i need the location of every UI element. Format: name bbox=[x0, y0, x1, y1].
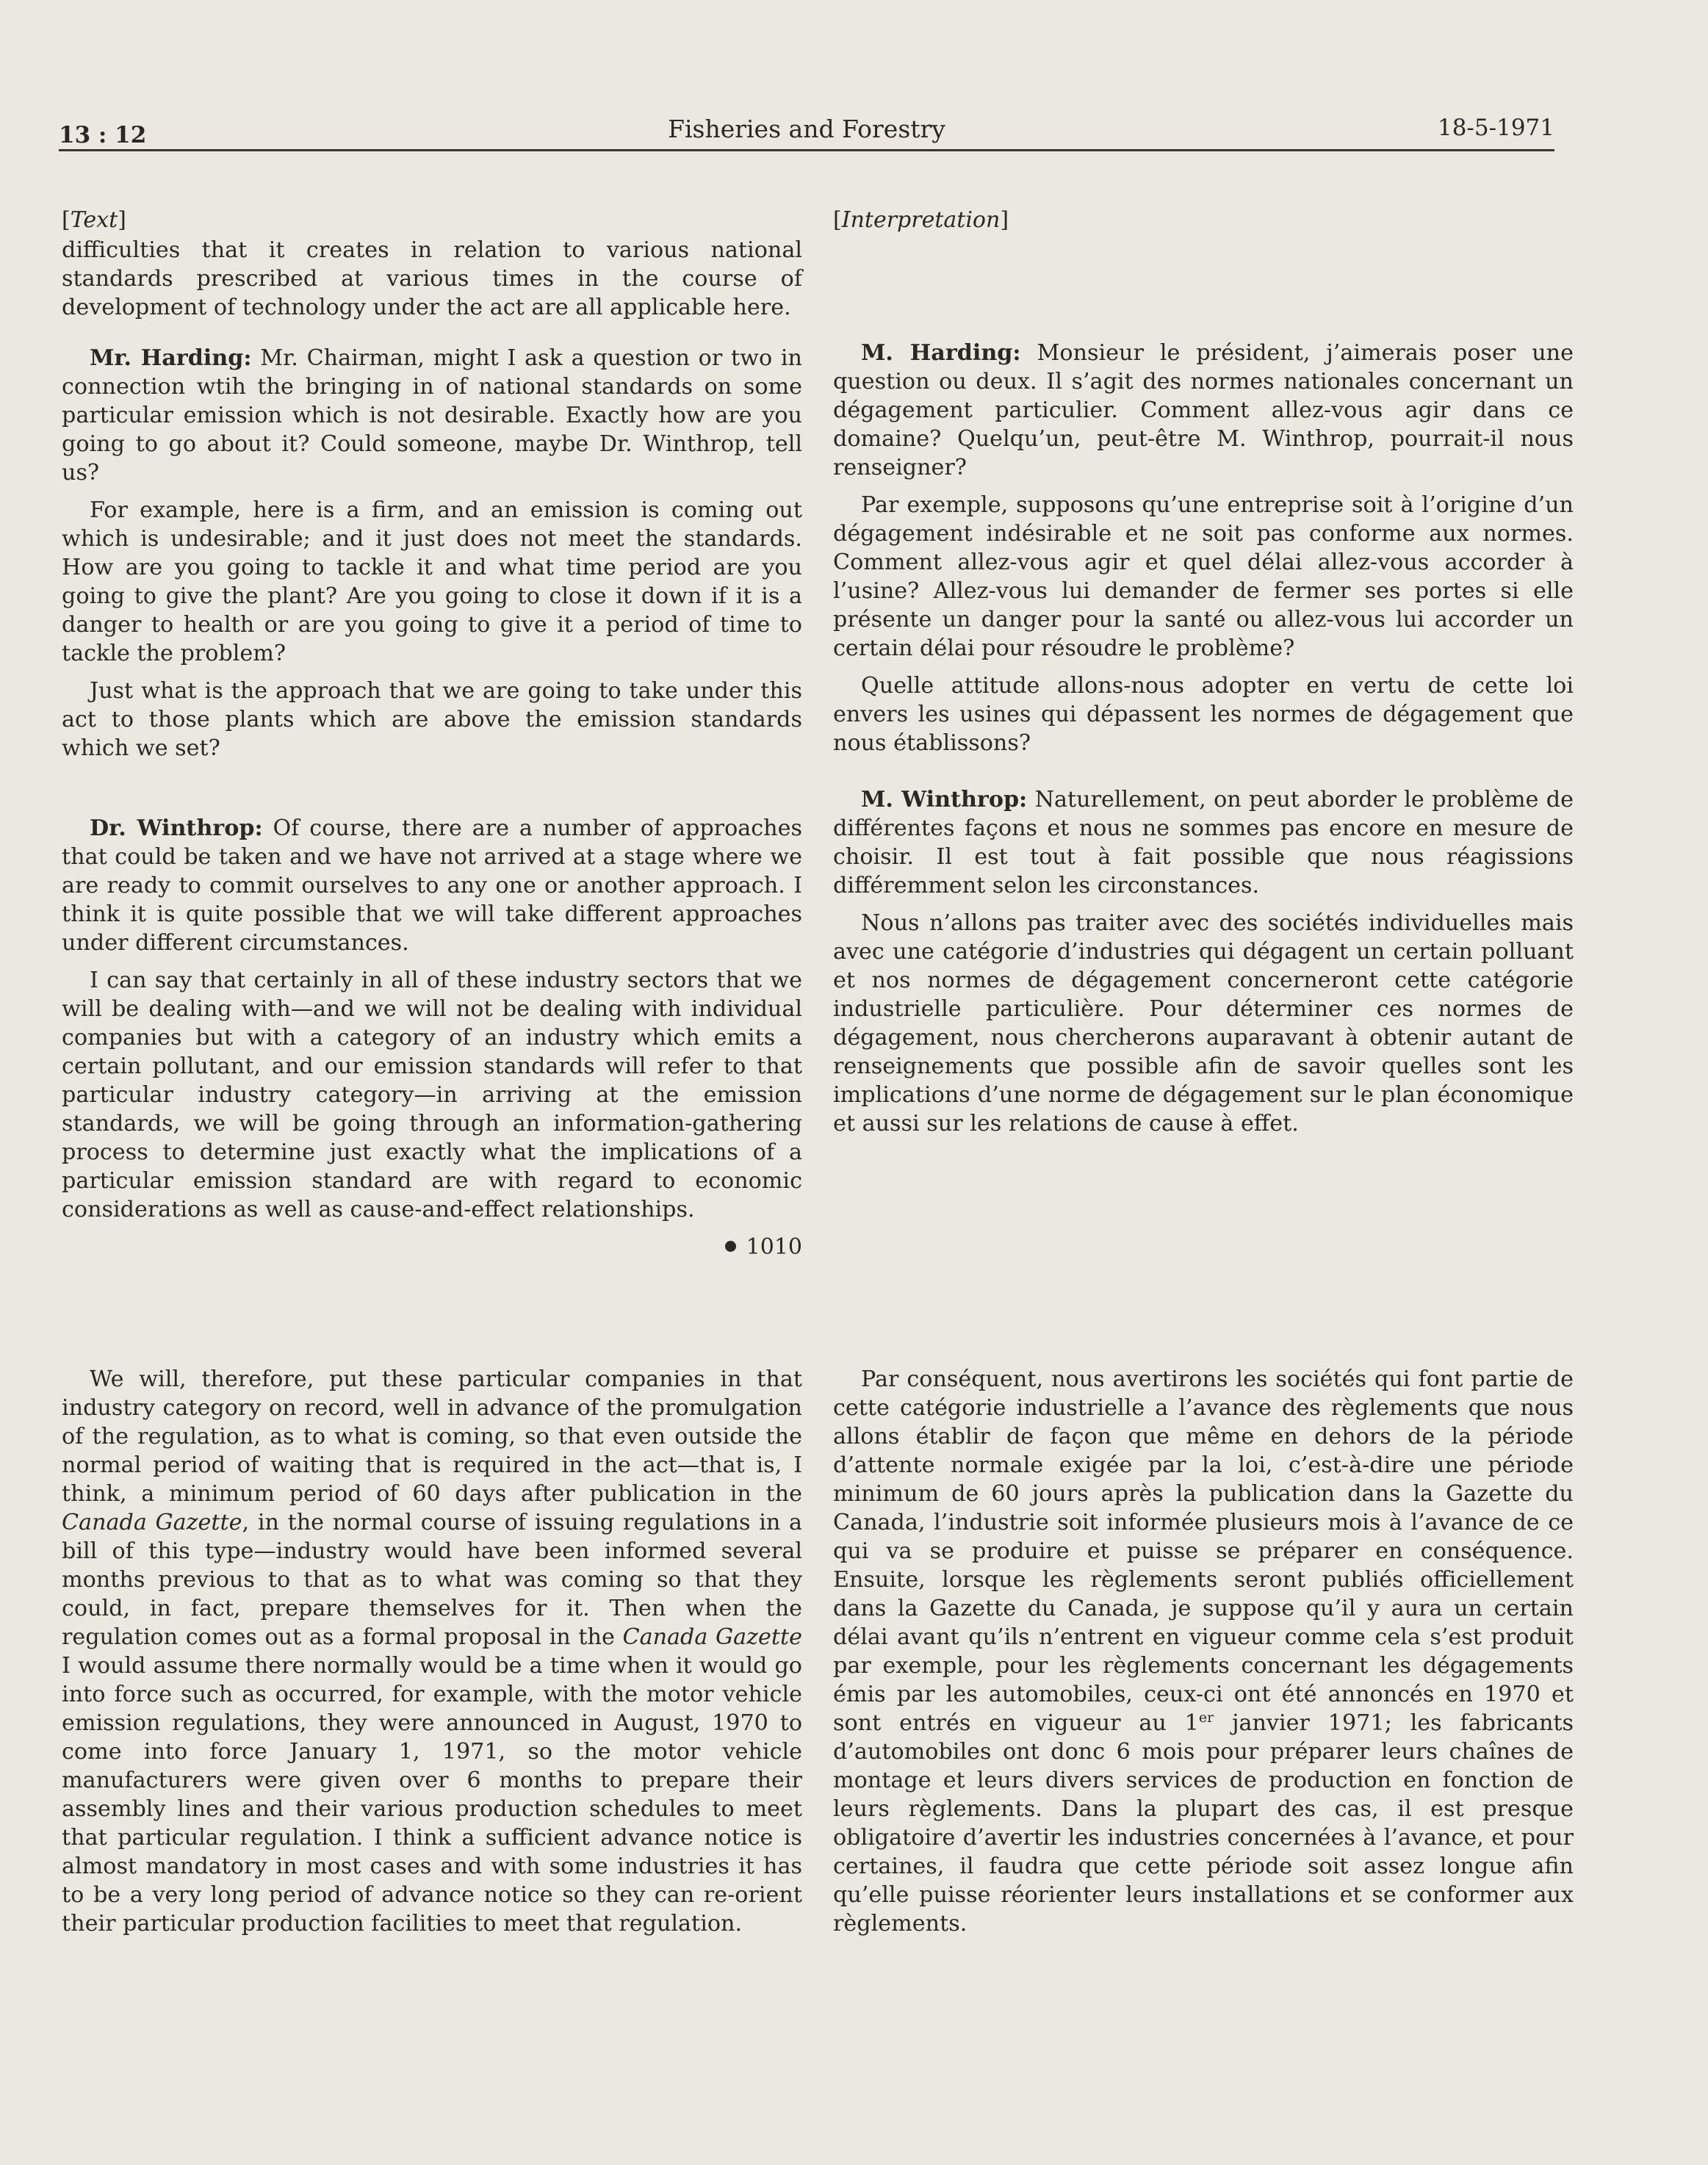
english-harding-paragraph-2: For example, here is a firm, and an emission is coming out which is undesirable; and it just does not meet the standards. How are you going to tackle it and what time period are you going to give the plant? Are you going to close it down if it is a danger to health or are you going to give it a period of time to tackle the problem? bbox=[62, 497, 802, 666]
french-section-tag: [Interpretation] bbox=[833, 207, 1009, 233]
page-header bbox=[59, 112, 1554, 148]
english-winthrop-paragraph-2: I can say that certainly in all of these industry sectors that we will be dealing with—and we will not be dealing with individual companies but with a category of an industry which emits a certain pollutant, and our emission standards will refer to that particular industry category—in arriving at the emission standards, we will be going through an information-gathering process to determine just exactly what the implications of a particular emission standard are with regard to economic considerations as well as cause-and-effect relationships. bbox=[62, 968, 802, 1222]
bullet-dot-icon bbox=[725, 1241, 736, 1252]
english-harding-paragraph-3: Just what is the approach that we are going to take under this act to those plants which are above the emission standards which we set? bbox=[62, 678, 802, 761]
english-final-paragraph: We will, therefore, put these particular companies in that industry category on record, well in advance of the promulgation of the regulation, as to what is coming, so that even outside the normal period of waiting that is required in the act—that is, I think, a minimum period of 60 days after publication in the Canada Gazette, in the normal course of issuing regulations in a bill of this type—industry would have been informed several months previous to that as to what was coming so that they could, in fact, prepare themselves for it. Then when the regulation comes out as a formal proposal in the Canada Gazette I would assume there normally would be a time when it would go into force such as occurred, for example, with the motor vehicle emission regulations, they were announced in August, 1970 to come into force January 1, 1971, so the motor vehicle manufacturers were given over 6 months to prepare their assembly lines and their various production schedules to meet that particular regulation. I think a sufficient advance notice is almost mandatory in most cases and with some industries it has to be a very long period of advance notice so they can re-orient their particular production facilities to meet that regulation. bbox=[62, 1366, 803, 1937]
french-column-bottom bbox=[833, 1365, 1574, 1947]
speaker-harding-fr: M. Harding: bbox=[861, 340, 1021, 366]
publication-title: Fisheries and Forestry bbox=[668, 115, 945, 143]
french-harding-paragraph-1: M. Harding: Monsieur le président, j’aimerais poser une question ou deux. Il s’agit des normes nationales concernant un dégagement particulier. Comment allez-vous agir dans ce domaine? Quelqu’un, peut-être M. Winthrop, pourrait-il nous renseigner? bbox=[833, 340, 1574, 480]
english-section-tag: [Text] bbox=[62, 207, 126, 233]
french-final-paragraph: Par conséquent, nous avertirons les sociétés qui font partie de cette catégorie industrielle a l’avance des règlements que nous allons établir de façon que même en dehors de la période d’attente normale exigée par la loi, c’est-à-dire une période minimum de 60 jours après la publication dans la Gazette du Canada, l’industrie soit informée plusieurs mois à l’avance de ce qui va se produire et puisse se préparer en conséquence. Ensuite, lorsque les règlements seront publiés officiellement dans la Gazette du Canada, je suppose qu’il y aura un certain délai avant qu’ils n’entrent en vigueur comme cela s’est produit par exemple, pour les règlements concernant les dégagements émis par les automobiles, ceux-ci ont été annoncés en 1970 et sont entrés en vigueur au 1er janvier 1971; les fabricants d’automobiles ont donc 6 mois pour préparer leurs chaînes de montage et leurs divers services de production en fonction de leurs règlements. Dans la plupart des cas, il est presque obligatoire d’avertir les industries concernées à l’avance, et pour certaines, il faudra que cette période soit assez longue afin qu’elle puisse réorienter leurs installations et se conformer aux règlements. bbox=[833, 1366, 1574, 1937]
session-date: 18-5-1971 bbox=[1437, 115, 1554, 141]
english-winthrop-paragraph-1: Dr. Winthrop: Of course, there are a number of approaches that could be taken and we have not arrived at a stage where we are ready to commit ourselves to any one or another approach. I think it is quite possible that we will take different approaches under different circumstances. bbox=[62, 815, 802, 956]
speaker-winthrop: Dr. Winthrop: bbox=[90, 815, 263, 841]
english-harding-paragraph-1: Mr. Harding: Mr. Chairman, might I ask a question or two in connection wtih the bringing in of national standards on some particular emission which is not desirable. Exactly how are you going to go about it? Could someone, maybe Dr. Winthrop, tell us? bbox=[62, 345, 802, 486]
english-column-bottom bbox=[62, 1365, 802, 1947]
header-rule bbox=[59, 149, 1554, 151]
time-marker: 1010 bbox=[62, 1233, 802, 1261]
french-winthrop-paragraph-1: M. Winthrop: Naturellement, on peut aborder le problème de différentes façons et nous ne sommes pas encore en mesure de choisir. Il est tout à fait possible que nous réagissions différemment selon les circonstances. bbox=[833, 787, 1574, 898]
page-number: 13 : 12 bbox=[59, 122, 147, 148]
speaker-harding: Mr. Harding: bbox=[90, 345, 252, 371]
speaker-winthrop-fr: M. Winthrop: bbox=[861, 787, 1028, 813]
french-winthrop-paragraph-2: Nous n’allons pas traiter avec des sociétés individuelles mais avec une catégorie d’industries qui dégagent un certain polluant et nos normes de dégagement concerneront cette catégorie industrielle particulière. Pour déterminer ces normes de dégagement, nous chercherons auparavant à obtenir autant de renseignements que possible afin de savoir quelles sont les implications d’une norme de dégagement sur le plan économique et aussi sur les relations de cause à effet. bbox=[833, 910, 1574, 1136]
french-harding-paragraph-2: Par exemple, supposons qu’une entreprise soit à l’origine d’un dégagement indésirable et ne soit pas conforme aux normes. Comment allez-vous agir et quel délai allez-vous accorder à l’usine? Allez-vous lui demander de fermer ses portes si elle présente un danger pour la santé ou allez-vous lui accorder un certain délai pour résoudre le problème? bbox=[833, 492, 1574, 661]
english-intro-paragraph: difficulties that it creates in relation to various national standards prescribed at various times in the course of development of technology under the act are all applicable here. bbox=[62, 237, 802, 320]
english-column-top bbox=[62, 206, 802, 1261]
french-harding-paragraph-3: Quelle attitude allons-nous adopter en vertu de cette loi envers les usines qui dépassent les normes de dégagement que nous établissons? bbox=[833, 673, 1574, 756]
french-column-top bbox=[833, 206, 1574, 1147]
